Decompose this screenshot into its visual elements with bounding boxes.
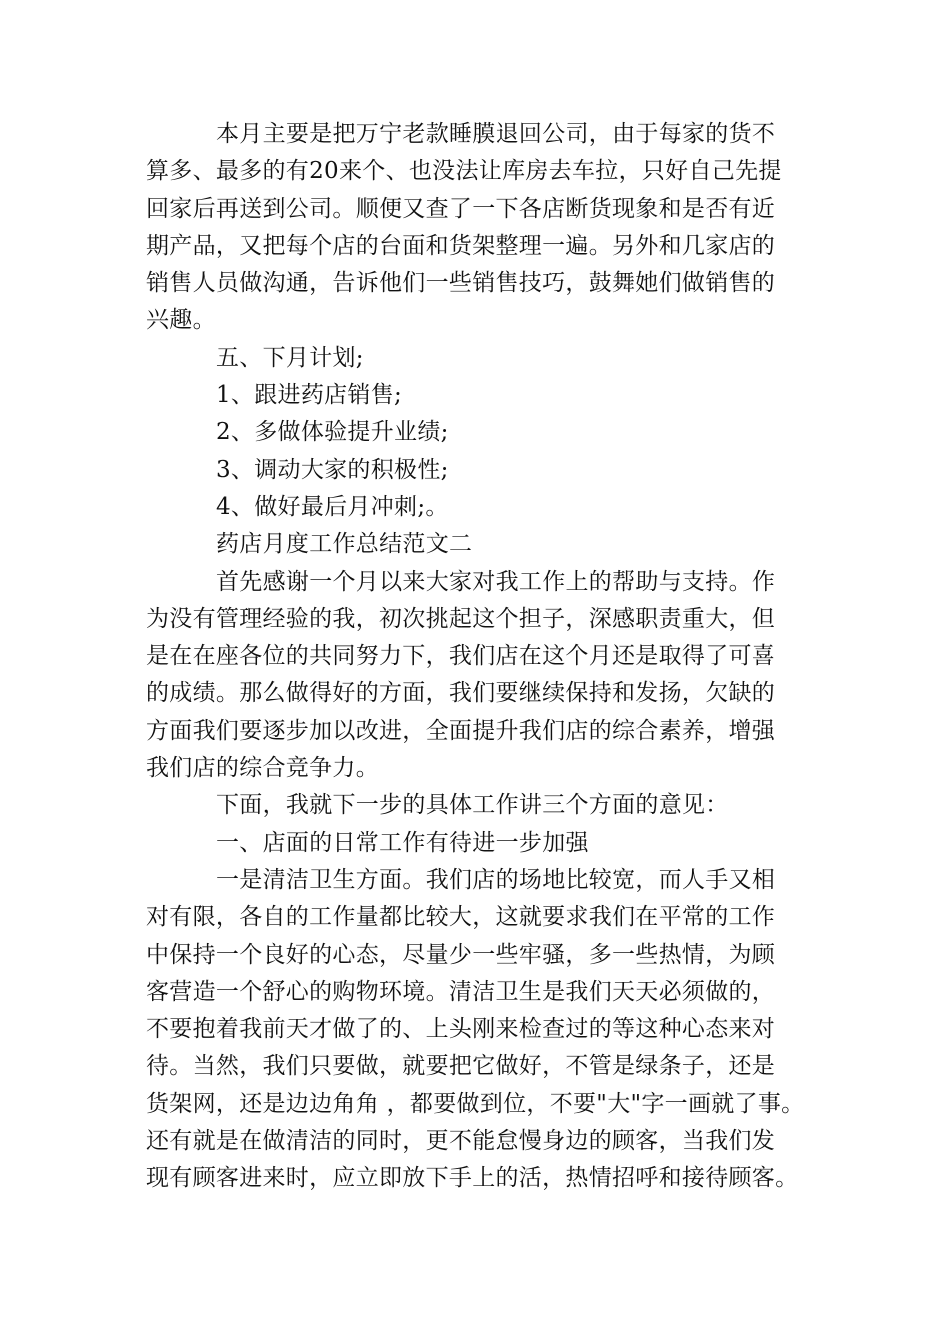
text-line: 是在在座各位的共同努力下，我们店在这个月还是取得了可喜 bbox=[146, 643, 776, 670]
text-line: 为没有管理经验的我，初次挑起这个担子，深感职责重大，但 bbox=[146, 605, 776, 632]
text-line: 一、店面的日常工作有待进一步加强 bbox=[216, 829, 589, 856]
text-line: 回家后再送到公司。顺便又查了一下各店断货现象和是否有近 bbox=[146, 195, 776, 222]
text-line: 还有就是在做清洁的同时，更不能怠慢身边的顾客，当我们发 bbox=[146, 1128, 776, 1155]
text-line: 客营造一个舒心的购物环境。清洁卫生是我们天天必须做的， bbox=[146, 978, 776, 1005]
text-line: 销售人员做沟通，告诉他们一些销售技巧，鼓舞她们做销售的 bbox=[146, 270, 776, 297]
text-line: 货架网，还是边边角角 ，都要做到位，不要"大"字一画就了事。 bbox=[146, 1090, 805, 1117]
text-line: 下面，我就下一步的具体工作讲三个方面的意见： bbox=[216, 792, 729, 819]
text-line: 现有顾客进来时，应立即放下手上的活，热情招呼和接待顾客。 bbox=[146, 1165, 799, 1192]
text-line: 中保持一个良好的心态，尽量少一些牢骚，多一些热情，为顾 bbox=[146, 941, 776, 968]
text-line: 的成绩。那么做得好的方面，我们要继续保持和发扬，欠缺的 bbox=[146, 680, 776, 707]
text-line: 本月主要是把万宁老款睡膜退回公司，由于每家的货不 bbox=[216, 121, 776, 147]
text-line: 3、调动大家的积极性; bbox=[216, 456, 449, 483]
text-line: 算多、最多的有20来个、也没法让库房去车拉，只好自己先提 bbox=[146, 158, 782, 185]
text-line: 待。当然，我们只要做，就要把它做好，不管是绿条子，还是 bbox=[146, 1053, 776, 1080]
document-body bbox=[146, 116, 836, 1198]
text-line: 首先感谢一个月以来大家对我工作上的帮助与支持。作 bbox=[216, 568, 776, 595]
text-line: 我们店的综合竞争力。 bbox=[146, 755, 379, 782]
text-line: 期产品，又把每个店的台面和货架整理一遍。另外和几家店的 bbox=[146, 232, 776, 259]
text-line: 对有限，各自的工作量都比较大，这就要求我们在平常的工作 bbox=[146, 904, 776, 931]
text-line: 1、跟进药店销售; bbox=[216, 382, 403, 409]
text-line: 方面我们要逐步加以改进，全面提升我们店的综合素养，增强 bbox=[146, 717, 776, 744]
text-line: 4、做好最后月冲刺;。 bbox=[216, 493, 449, 520]
text-line: 兴趣。 bbox=[146, 307, 216, 334]
text-line: 不要抱着我前天才做了的、上头刚来检查过的等这种心态来对 bbox=[146, 1016, 776, 1043]
text-line: 一是清洁卫生方面。我们店的场地比较宽，而人手又相 bbox=[216, 866, 776, 893]
text-line: 五、下月计划; bbox=[216, 344, 364, 371]
text-line: 2、多做体验提升业绩; bbox=[216, 419, 449, 446]
text-line: 药店月度工作总结范文二 bbox=[216, 531, 473, 558]
